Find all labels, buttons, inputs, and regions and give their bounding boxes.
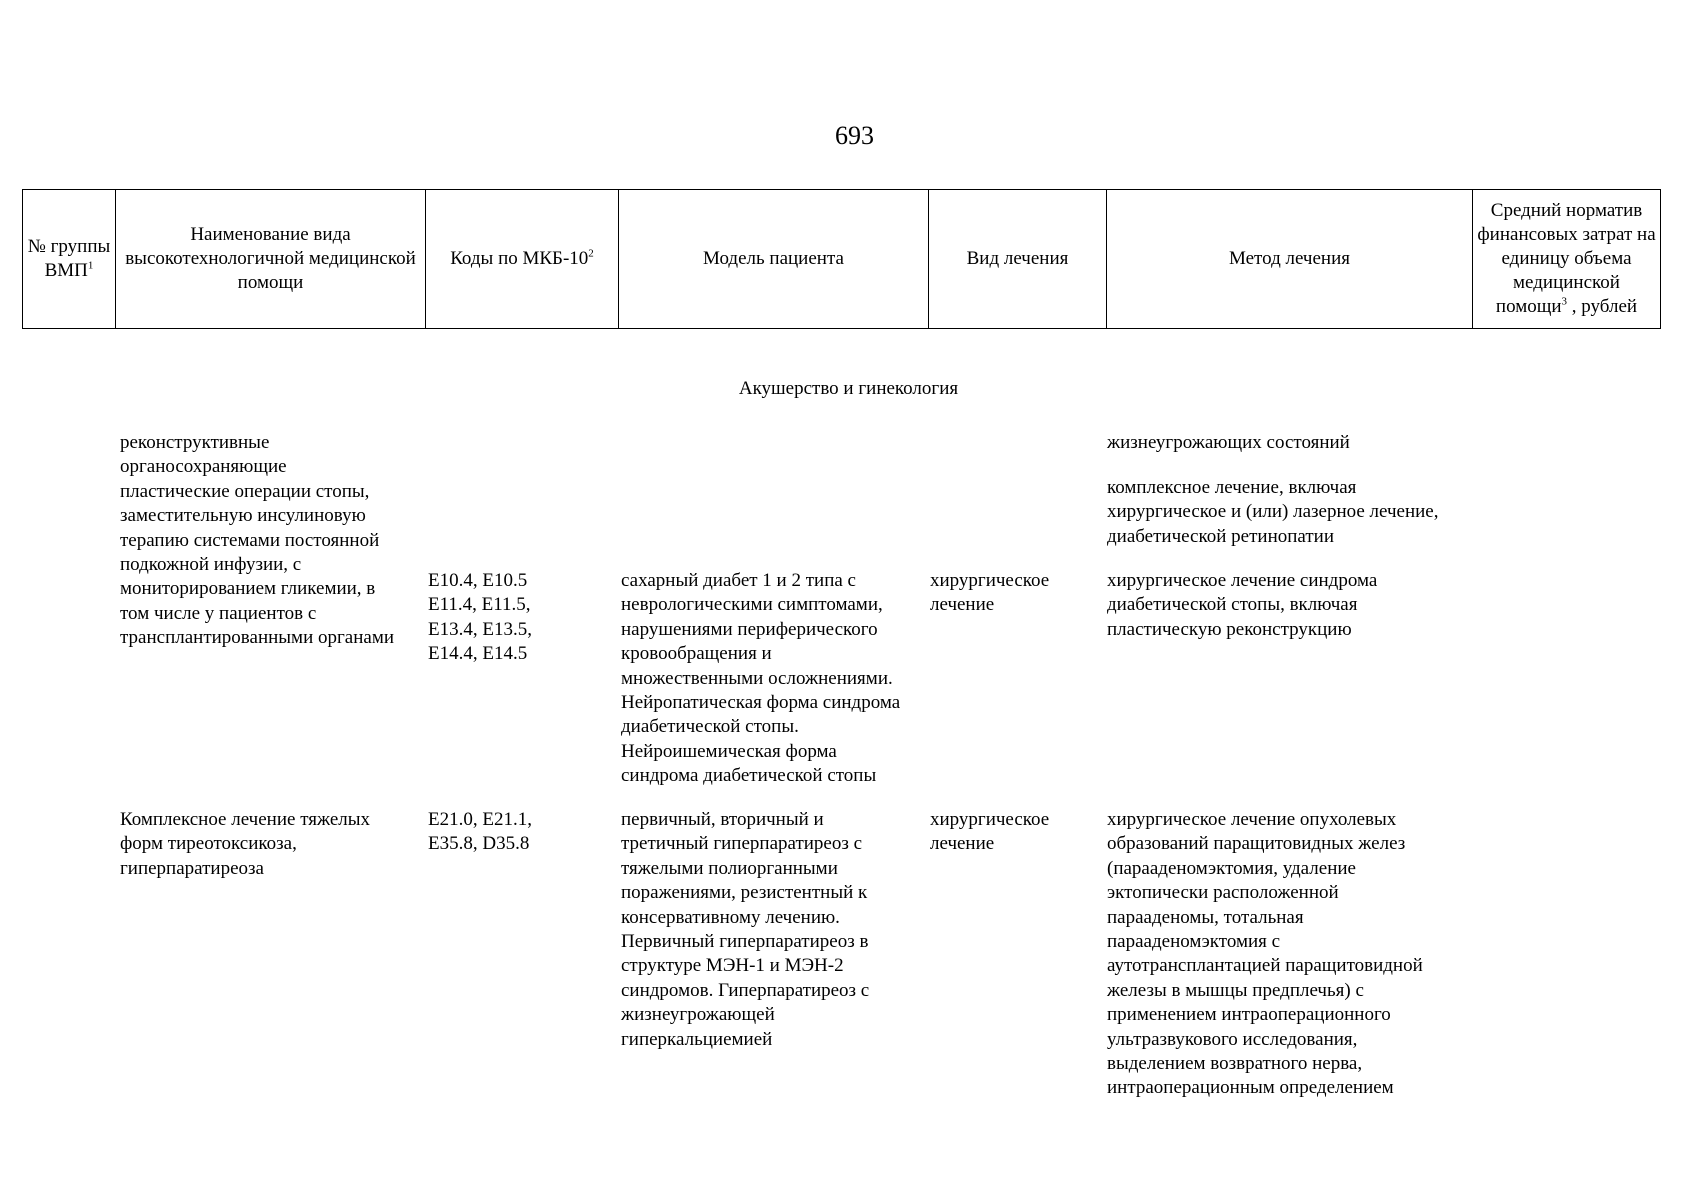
header-method-text: Метод лечения — [1228, 248, 1350, 269]
header-cost-suffix: , рублей — [1567, 296, 1638, 317]
method-continuation: жизнеугрожающих состояний — [1107, 432, 1350, 453]
section-title: Акушерство и гинекология — [738, 378, 959, 399]
header-cell-codes — [426, 190, 619, 329]
footnote-marker: 3 — [1561, 295, 1568, 308]
footnote-marker: 2 — [588, 247, 594, 260]
header-cell-cost — [1473, 190, 1661, 329]
page-number: 693 — [835, 121, 874, 150]
header-name-text: Наименование вида высокотехнологичной медицинской помощи — [125, 224, 416, 293]
header-group-no-text: № группы ВМП — [27, 236, 111, 281]
header-cell-model — [619, 190, 929, 329]
table-header — [22, 189, 1661, 329]
row-patient-model: сахарный диабет 1 и 2 типа с неврологическими симптомами, нарушениями периферического кровообращения и множественными осложнениями. Нейропатическая форма синдрома диабетической стопы. Нейроишемическая форма синдрома диабетической стопы — [621, 570, 901, 787]
header-cost-text: Средний норматив финансовых затрат на единицу объема медицинской помощи — [1477, 200, 1656, 317]
row-treatment-kind: хирургическое лечение — [930, 809, 1050, 855]
header-model-text: Модель пациента — [703, 248, 844, 269]
header-cell-kind — [929, 190, 1107, 329]
row-treatment-method: хирургическое лечение синдрома диабетической стопы, включая пластическую реконструкцию — [1107, 570, 1378, 640]
header-cell-name — [116, 190, 426, 329]
row-name: Комплексное лечение тяжелых форм тиреотоксикоза, гиперпаратиреоза — [120, 809, 371, 879]
row-treatment-kind: хирургическое лечение — [930, 570, 1050, 616]
row-codes: E21.0, E21.1, E35.8, D35.8 — [428, 809, 532, 855]
header-cell-group-no — [23, 190, 116, 329]
header-kind-text: Вид лечения — [966, 248, 1069, 269]
row-treatment-method: хирургическое лечение опухолевых образований паращитовидных желез (парааденомэктомия, удаление эктопически расположенной парааденомы, тотальная парааденомэктомия с аутотрансплантацией паращитовидной железы в мышцы предплечья) с применением интраоперационного ультразвукового исследования, выделением возвратного нерва, интраоперационным определением — [1107, 809, 1423, 1099]
header-codes-text: Коды по МКБ-10 — [450, 248, 589, 269]
row-patient-model: первичный, вторичный и третичный гиперпаратиреоз с тяжелыми полиорганными поражениями, резистентный к консервативному лечению. Первичный гиперпаратиреоз в структуре МЭН-1 и МЭН-2 синдромов. Гиперпаратиреоз с жизнеугрожающей гиперкальциемией — [621, 809, 870, 1050]
footnote-marker: 1 — [87, 259, 94, 272]
row-codes: E10.4, E10.5 E11.4, E11.5, E13.4, E13.5, E14.4, E14.5 — [428, 570, 532, 665]
header-cell-method — [1107, 190, 1473, 329]
row-name-continuation: реконструктивные органосохраняющие пластические операции стопы, заместительную инсулиновую терапию системами постоянной подкожной инфузии, с мониторированием гликемии, в том числе у пациентов с трансплантированными органами — [120, 432, 395, 649]
method-retinopathy: комплексное лечение, включая хирургическое и (или) лазерное лечение, диабетической ретинопатии — [1107, 477, 1439, 547]
